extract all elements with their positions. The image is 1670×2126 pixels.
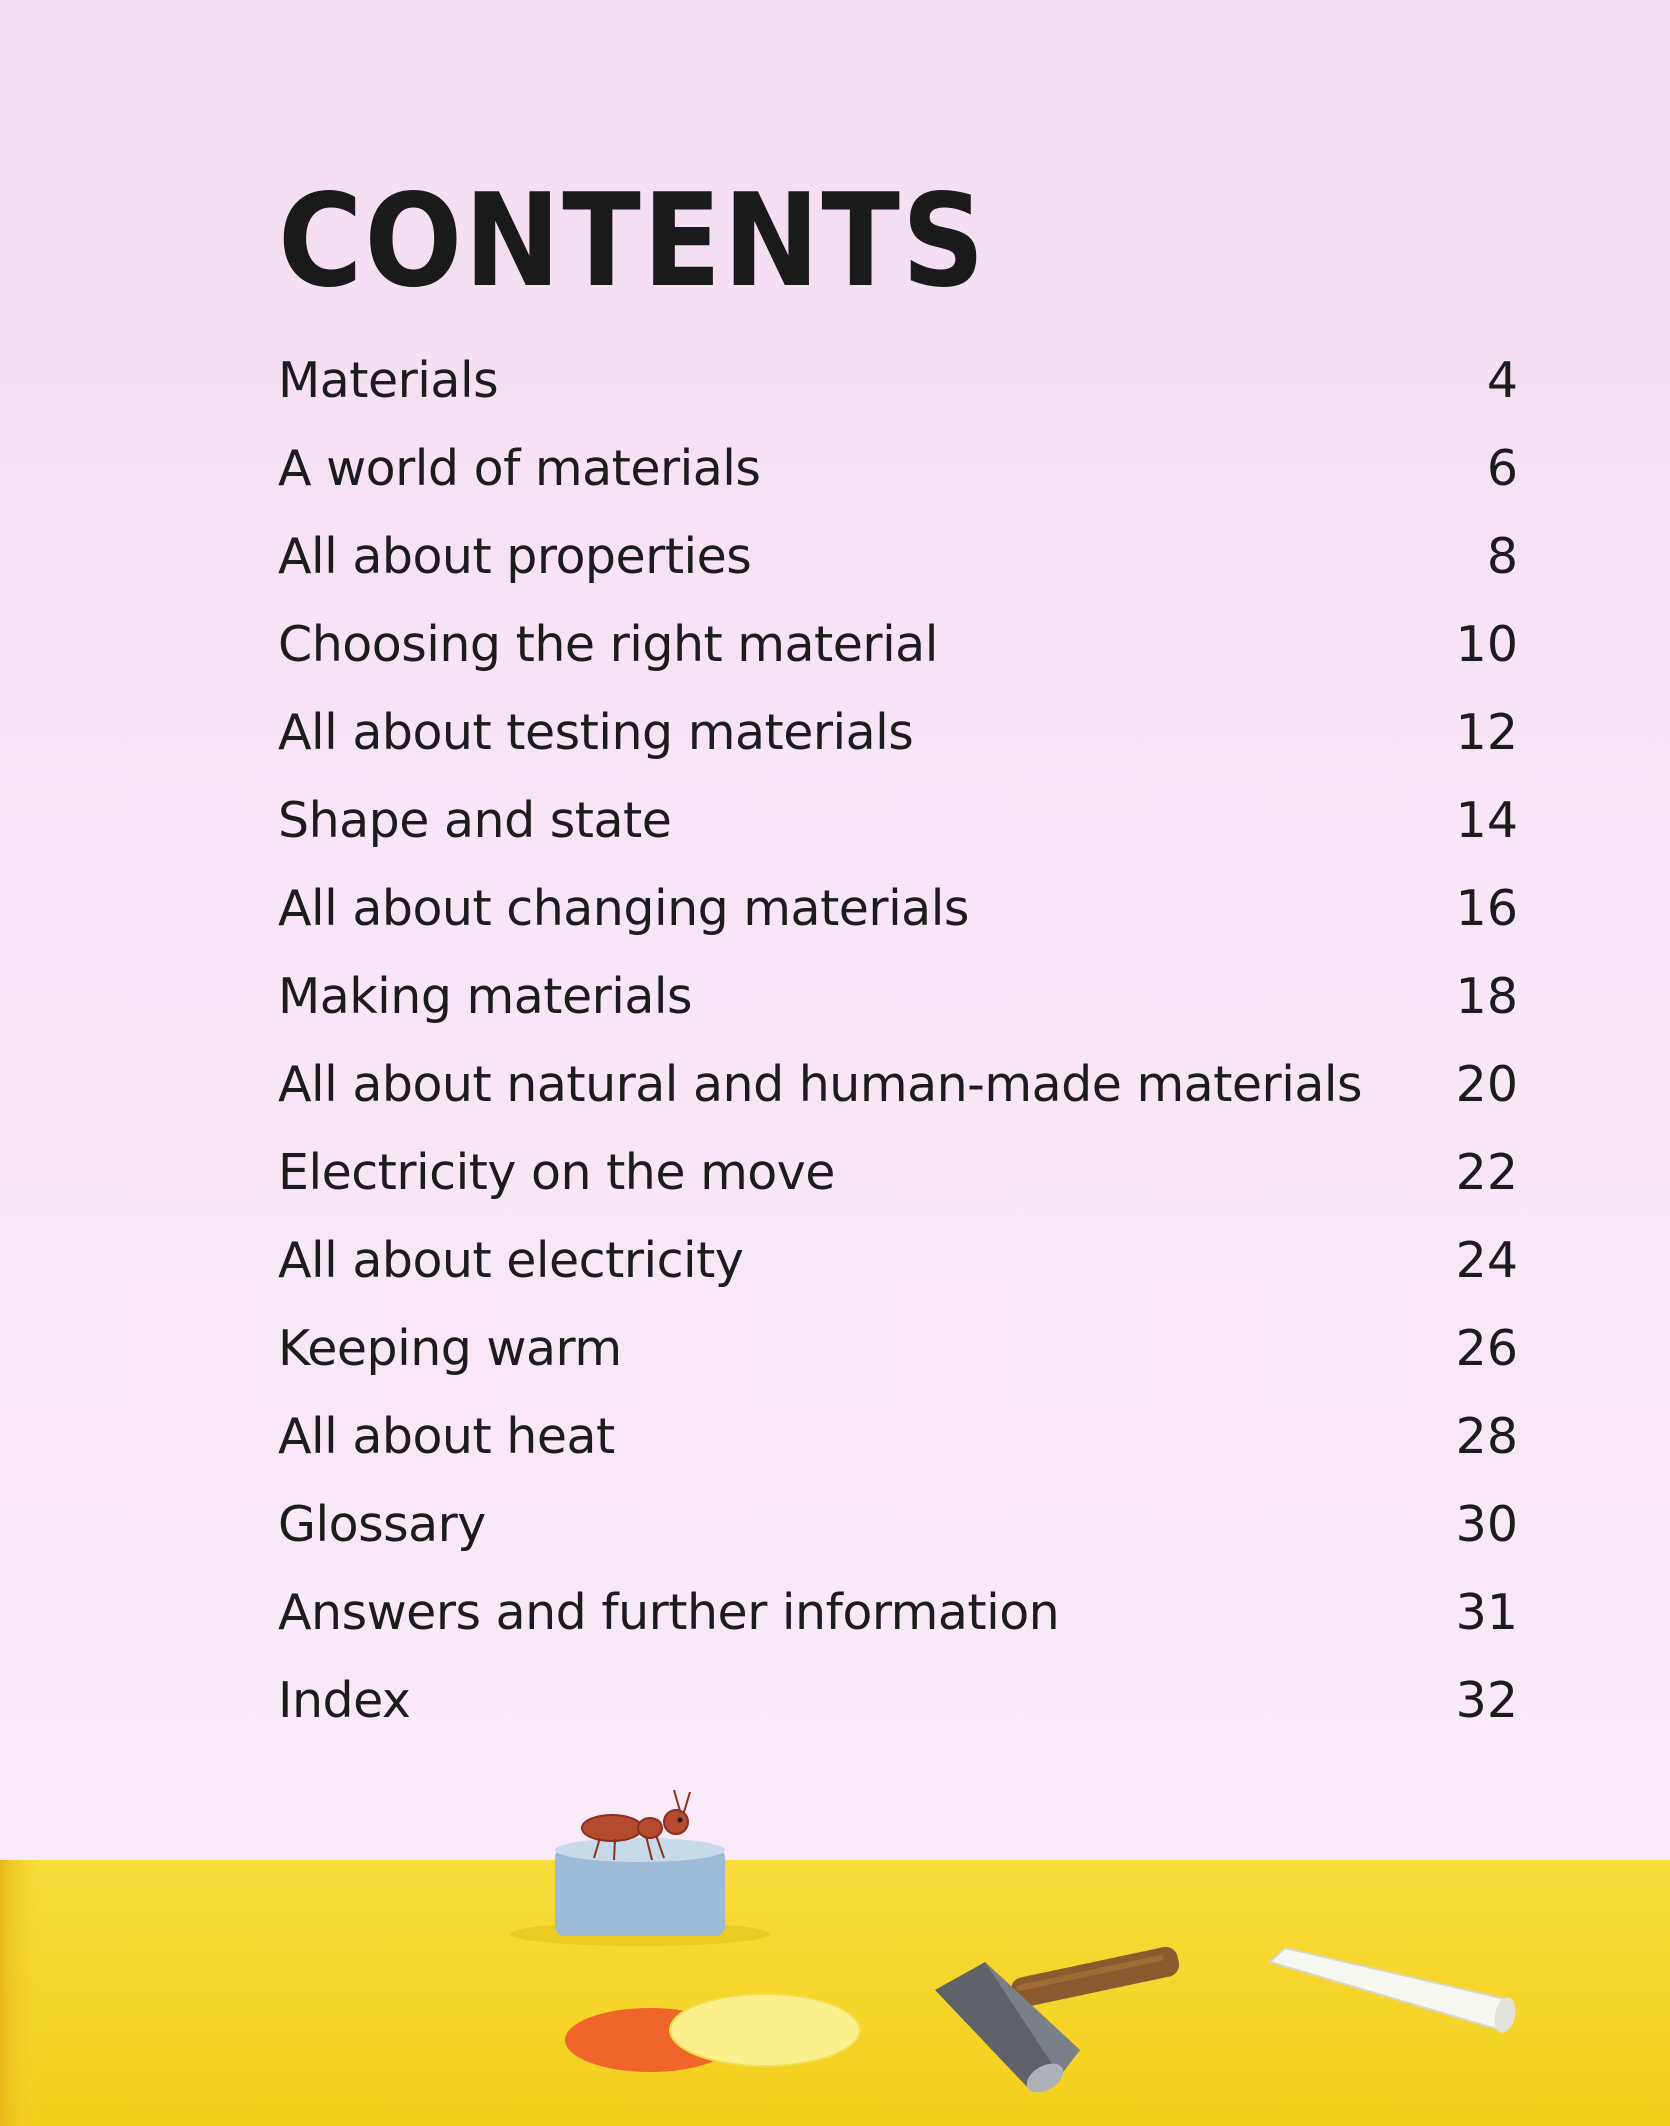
- toc-entry-changing-materials[interactable]: [278, 880, 1518, 968]
- toc-entry-title: Keeping warm: [278, 1320, 622, 1377]
- toc-entry-page: 20: [1455, 1056, 1518, 1113]
- toc-entry-glossary[interactable]: [278, 1496, 1518, 1584]
- toc-entry-page: 8: [1486, 528, 1518, 585]
- toc-entry-heat[interactable]: [278, 1408, 1518, 1496]
- toc-entry-title: A world of materials: [278, 440, 761, 497]
- page-title: CONTENTS: [278, 167, 987, 316]
- toc-entry-world-of-materials[interactable]: [278, 440, 1518, 528]
- toc-entry-title: Electricity on the move: [278, 1144, 835, 1201]
- toc-entry-title: Index: [278, 1672, 411, 1729]
- toc-entry-title: All about heat: [278, 1408, 615, 1465]
- toc-entry-making-materials[interactable]: [278, 968, 1518, 1056]
- toc-entry-page: 28: [1455, 1408, 1518, 1465]
- toc-entry-page: 6: [1486, 440, 1518, 497]
- toc-entry-page: 24: [1455, 1232, 1518, 1289]
- toc-entry-title: All about testing materials: [278, 704, 914, 761]
- toc-entry-title: Materials: [278, 352, 499, 409]
- toc-entry-page: 32: [1455, 1672, 1518, 1729]
- toc-entry-page: 18: [1455, 968, 1518, 1025]
- toc-entry-shape-and-state[interactable]: [278, 792, 1518, 880]
- toc-entry-page: 26: [1455, 1320, 1518, 1377]
- toc-entry-electricity-on-the-move[interactable]: [278, 1144, 1518, 1232]
- toc-entry-title: Choosing the right material: [278, 616, 938, 673]
- toc-entry-title: All about changing materials: [278, 880, 969, 937]
- toc-entry-title: Glossary: [278, 1496, 486, 1553]
- toc-entry-testing-materials[interactable]: [278, 704, 1518, 792]
- toc-entry-electricity[interactable]: [278, 1232, 1518, 1320]
- toc-entry-properties[interactable]: [278, 528, 1518, 616]
- toc-entry-title: Making materials: [278, 968, 693, 1025]
- toc-entry-title: Answers and further information: [278, 1584, 1060, 1641]
- toc-entry-page: 12: [1455, 704, 1518, 761]
- toc-entry-page: 31: [1455, 1584, 1518, 1641]
- toc-entry-page: 4: [1486, 352, 1518, 409]
- table-of-contents: [278, 352, 1518, 1760]
- toc-entry-title: All about properties: [278, 528, 752, 585]
- table-illustration: [0, 1700, 1670, 2126]
- toc-entry-page: 10: [1455, 616, 1518, 673]
- toc-entry-materials[interactable]: [278, 352, 1518, 440]
- toc-entry-title: All about electricity: [278, 1232, 744, 1289]
- toc-entry-page: 16: [1455, 880, 1518, 937]
- table-edge-shade: [0, 1860, 40, 2126]
- toc-entry-keeping-warm[interactable]: [278, 1320, 1518, 1408]
- toc-entry-title: Shape and state: [278, 792, 672, 849]
- toc-entry-page: 30: [1455, 1496, 1518, 1553]
- toc-entry-answers[interactable]: [278, 1584, 1518, 1672]
- toc-entry-page: 22: [1455, 1144, 1518, 1201]
- toc-entry-natural-and-human-made[interactable]: [278, 1056, 1518, 1144]
- toc-entry-title: All about natural and human-made materials: [278, 1056, 1362, 1113]
- toc-entry-page: 14: [1455, 792, 1518, 849]
- toc-entry-right-material[interactable]: [278, 616, 1518, 704]
